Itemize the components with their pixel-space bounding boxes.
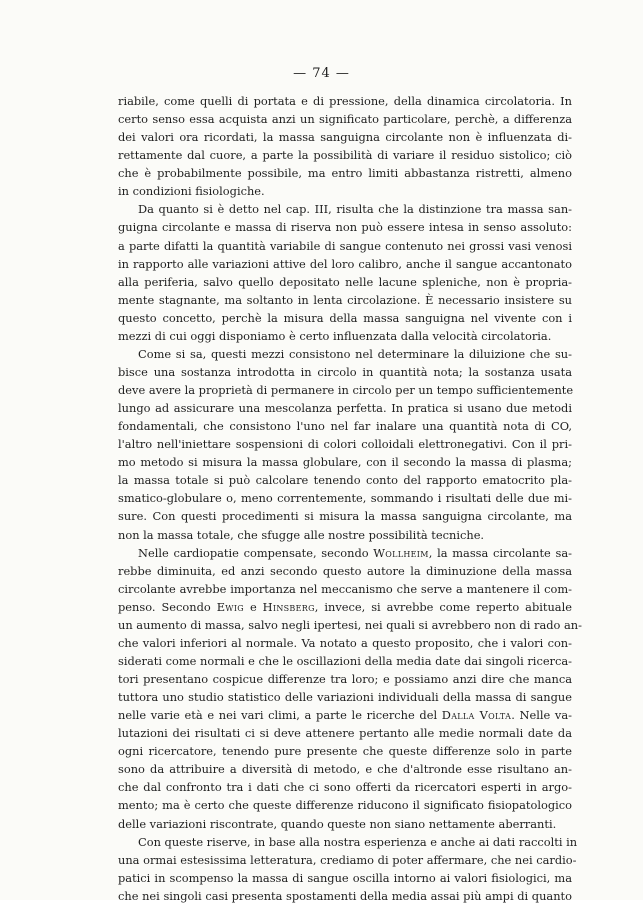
text-line: questo concetto, perchè la misura della massa sanguigna nel vivente con i	[118, 310, 572, 325]
body-text	[118, 92, 582, 905]
text-run: , invece, si avrebbe come reperto abituale	[314, 599, 572, 614]
text-run: , la massa circolante sa-	[428, 545, 572, 560]
text-line: in condizioni fisiologiche.	[118, 184, 265, 199]
text-line: Come si sa, questi mezzi consistono nel determinare la diluizione che su-	[138, 346, 572, 361]
text-line: la massa totale si può calcolare tenendo conto del rapporto ematocrito pla-	[118, 473, 572, 488]
text-line: non la massa totale, che sfugge alle nostre possibilità tecniche.	[118, 527, 485, 542]
text-line: che nei singoli casi presenta spostamenti della media assai più ampi di quanto	[118, 888, 572, 903]
text-run: Nelle cardiopatie compensate, secondo	[138, 545, 374, 560]
author-name: Wollheim	[373, 545, 429, 560]
text-line: mezzi di cui oggi disponiamo è certo influenzata dalla velocità circolatoria.	[118, 328, 552, 343]
text-line	[118, 706, 572, 724]
text-line: mento; ma è certo che queste differenze riducono il significato fisiopatologico	[118, 798, 572, 813]
text-line: tuttora uno studio statistico delle variazioni individuali della massa di sangue	[118, 690, 572, 705]
text-line: l'altro nell'iniettare sospensioni di colori colloidali elettronegativi. Con il pri-	[118, 437, 572, 452]
text-line: tori presentano cospicue differenze tra loro; e possiamo anzi dire che manca	[118, 672, 572, 686]
text-line: a parte difatti la quantità variabile di sangue contenuto nei grossi vasi venosi	[118, 238, 572, 253]
text-line: patici in scompenso la massa di sangue oscilla intorno ai valori fisiologici, ma	[118, 870, 572, 885]
text-line	[118, 544, 572, 562]
author-name: Hinsberg	[262, 599, 315, 614]
text-line: guigna circolante e massa di riserva non può essere intesa in senso assoluto:	[118, 220, 572, 235]
text-line: che dal confronto tra i dati che ci sono offerti da ricercatori esperti in argo-	[118, 780, 572, 795]
text-line: Con queste riserve, in base alla nostra esperienza e anche ai dati raccolti in	[138, 834, 578, 849]
text-run: penso. Secondo	[118, 599, 217, 614]
text-line: Da quanto si è detto nel cap. III, risulta che la distinzione tra massa san-	[138, 202, 572, 217]
text-line: riabile, come quelli di portata e di pressione, della dinamica circolatoria. In	[118, 94, 572, 108]
text-line: siderati come normali e che le oscillazioni della media date dai singoli ricerca-	[118, 653, 573, 668]
text-line: lutazioni dei risultati ci si deve attenere pertanto alle medie normali date da	[118, 726, 572, 741]
text-line: un aumento di massa, salvo negli ipertesi, nei quali si avrebbero non di rado an-	[118, 617, 582, 632]
text-line: rebbe diminuita, ed anzi secondo questo autore la diminuzione della massa	[118, 563, 572, 578]
text-line: sure. Con questi procedimenti si misura la massa sanguigna circolante, ma	[118, 509, 572, 524]
text-run: e	[243, 599, 263, 614]
text-run: nelle varie età e nei vari climi, a parte le ricerche del	[118, 708, 442, 723]
text-line	[118, 598, 572, 616]
text-line: rettamente dal cuore, a parte la possibilità di variare il residuo sistolico; ciò	[118, 148, 572, 163]
page-number: — 74 —	[293, 66, 350, 81]
text-line: ogni ricercatore, tenendo pure presente che queste differenze solo in parte	[118, 744, 572, 759]
text-line: deve avere la proprietà di permanere in circolo per un tempo sufficientemente	[118, 383, 574, 397]
text-line: che valori inferiori al normale. Va notato a questo proposito, che i valori con-	[118, 635, 572, 650]
text-line: in rapporto alle variazioni attive del loro calibro, anche il sangue accantonato	[118, 256, 572, 271]
text-line: fondamentali, che consistono l'uno nel far inalare una quantità nota di CO,	[118, 419, 572, 434]
text-line: che è probabilmente possibile, ma entro limiti abbastanza ristretti, almeno	[118, 166, 572, 181]
author-name: Dalla Volta	[441, 708, 512, 723]
text-line: sono da attribuire a diversità di metodo, e che d'altronde esse risultano an-	[118, 762, 572, 777]
text-line: mo metodo si misura la massa globulare, con il secondo la massa di plasma;	[118, 455, 572, 470]
text-line: delle variazioni riscontrate, quando queste non siano nettamente aberranti.	[118, 816, 557, 831]
text-line: certo senso essa acquista anzi un significato particolare, perchè, a differenza	[118, 112, 572, 127]
text-line: circolante avrebbe importanza nel meccanismo che serve a mantenere il com-	[118, 581, 572, 596]
text-line: lungo ad assicurare una mescolanza perfetta. In pratica si usano due metodi	[118, 401, 572, 416]
text-run: . Nelle va-	[511, 708, 572, 723]
text-line: smatico-globulare o, meno correntemente, sommando i risultati delle due mi-	[118, 491, 572, 506]
text-line: alla periferia, salvo quello depositato nelle lacune spleniche, non è propria-	[118, 274, 572, 289]
text-line: dei valori ora ricordati, la massa sanguigna circolante non è influenzata di-	[118, 130, 572, 145]
author-name: Ewig	[216, 599, 244, 614]
text-line: mente stagnante, ma soltanto in lenta circolazione. È necessario insistere su	[118, 292, 572, 307]
text-line: bisce una sostanza introdotta in circolo in quantità nota; la sostanza usata	[118, 364, 572, 379]
text-line: una ormai estesissima letteratura, crediamo di poter affermare, che nei cardio-	[118, 852, 577, 867]
